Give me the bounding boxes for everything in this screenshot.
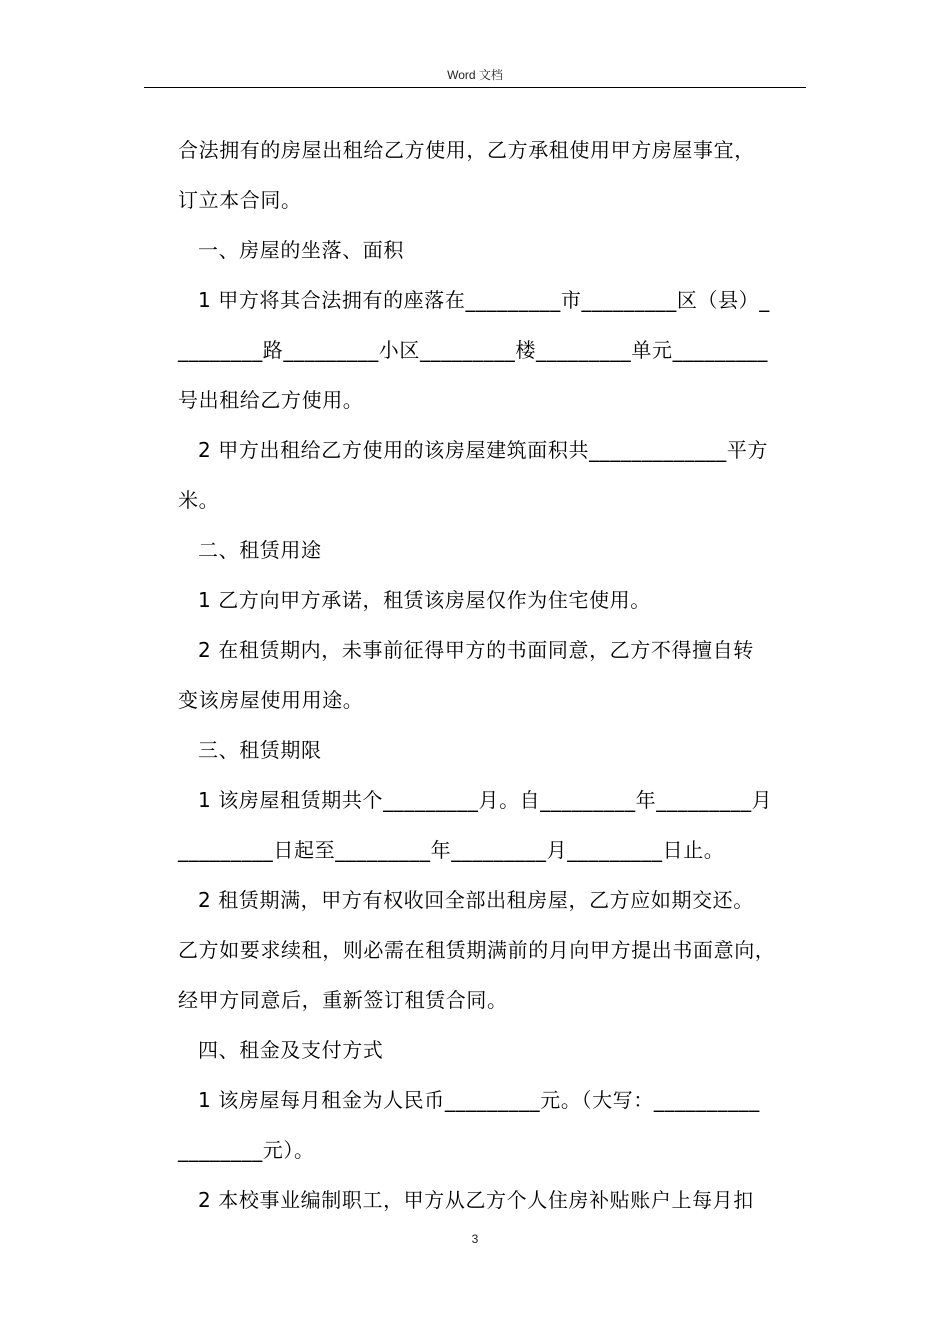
section-heading: 二、租赁用途 <box>198 538 322 562</box>
paragraph-line: 1 该房屋每月租金为人民币_________元。（大写：__________ <box>198 1088 760 1112</box>
paragraph-line: ________元）。 <box>178 1138 315 1162</box>
section-heading: 三、租赁期限 <box>198 738 322 762</box>
paragraph-line: 1 该房屋租赁期共个_________月。自_________年_________月 <box>198 788 773 812</box>
paragraph-line: 乙方如要求续租，则必需在租赁期满前的月向甲方提出书面意向， <box>178 938 776 962</box>
paragraph-line: 2 甲方出租给乙方使用的该房屋建筑面积共_____________平方 <box>198 438 769 462</box>
paragraph-line: 经甲方同意后，重新签订租赁合同。 <box>178 988 508 1012</box>
paragraph-line: 2 租赁期满，甲方有权收回全部出租房屋，乙方应如期交还。 <box>198 888 754 912</box>
section-heading: 四、租金及支付方式 <box>198 1038 384 1062</box>
paragraph-line: ________路_________小区_________楼_________单元_________ <box>178 338 768 362</box>
paragraph-line: 1 甲方将其合法拥有的座落在_________市_________区（县）_ <box>198 288 770 312</box>
paragraph-line: 号出租给乙方使用。 <box>178 388 364 412</box>
paragraph-line: 合法拥有的房屋出租给乙方使用，乙方承租使用甲方房屋事宜， <box>178 138 755 162</box>
paragraph-line: 订立本合同。 <box>178 188 302 212</box>
page-header: Word 文档 <box>447 68 503 82</box>
paragraph-line: 2 本校事业编制职工，甲方从乙方个人住房补贴账户上每月扣 <box>198 1188 754 1212</box>
section-heading: 一、房屋的坐落、面积 <box>198 238 404 262</box>
document-body <box>178 125 818 1225</box>
header-divider <box>144 87 806 88</box>
paragraph-line: 变该房屋使用用途。 <box>178 688 364 712</box>
paragraph-line: 1 乙方向甲方承诺，租赁该房屋仅作为住宅使用。 <box>198 588 651 612</box>
page-number: 3 <box>471 1232 479 1246</box>
paragraph-line: 2 在租赁期内，未事前征得甲方的书面同意，乙方不得擅自转 <box>198 638 754 662</box>
paragraph-line: 米。 <box>178 488 220 512</box>
paragraph-line: _________日起至_________年_________月_________日止。 <box>178 838 725 862</box>
